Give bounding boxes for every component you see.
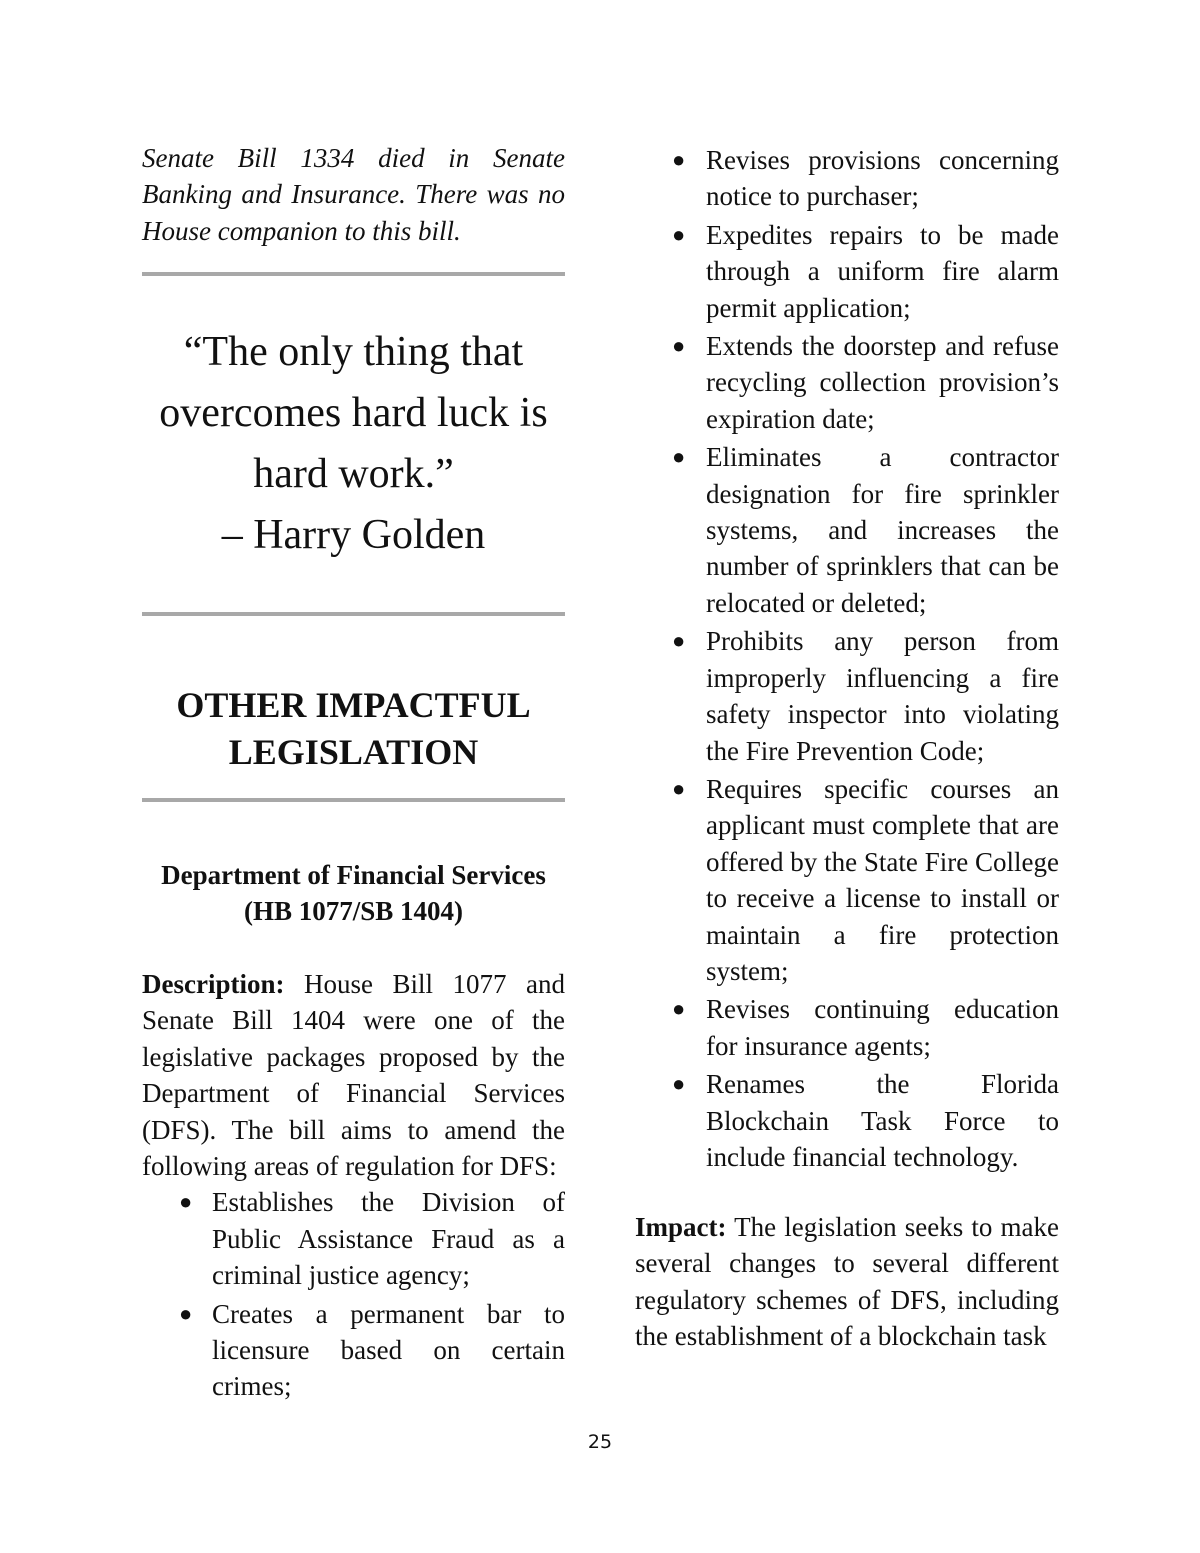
description-label: Description:	[142, 969, 285, 999]
bullet-icon: ●	[672, 444, 686, 470]
bullet-icon: ●	[179, 1300, 193, 1326]
page-number: 25	[587, 1431, 613, 1453]
list-item	[635, 771, 1059, 989]
quote-line-3: hard work.”	[253, 451, 454, 497]
list-item	[635, 217, 1059, 326]
bullet-icon: ●	[672, 221, 686, 247]
section-heading-line-1: OTHER IMPACTFUL	[176, 685, 531, 725]
intro-note: Senate Bill 1334 died in Senate Banking and Insurance. There was no House companion to this bill.	[142, 143, 565, 246]
bullet-icon: ●	[179, 1189, 193, 1215]
left-column	[142, 140, 565, 249]
bullet-icon: ●	[672, 628, 686, 654]
list-item	[635, 991, 1059, 1064]
pull-quote	[142, 322, 565, 566]
divider-1	[142, 272, 565, 276]
left-bullet-list	[142, 1184, 565, 1404]
quote-line-1: “The only thing that	[183, 329, 524, 375]
list-item-text: Renames the Florida Blockchain Task Force to include financial technology.	[706, 1069, 1059, 1172]
list-item	[635, 1066, 1059, 1175]
description-text: House Bill 1077 and Senate Bill 1404 were one of the legislative packages proposed by the Department of Financial Services (DFS). The bill aims to amend the following areas of regulation for DFS:	[142, 969, 565, 1182]
list-item-text: Extends the doorstep and refuse recycling collection provision’s expiration date;	[706, 331, 1059, 434]
list-item-text: Creates a permanent bar to licensure based on certain crimes;	[212, 1298, 565, 1402]
bullet-icon: ●	[672, 775, 686, 801]
right-bullet-list	[635, 142, 1059, 1175]
list-item-text: Requires specific courses an applicant must complete that are offered by the State Fire College to receive a license to install or maintain a fire protection system;	[706, 773, 1059, 986]
impact-text: The legislation seeks to make several changes to several different regulatory schemes of DFS, including the establishment of a blockchain task	[635, 1212, 1059, 1352]
impact-block	[635, 1209, 1059, 1355]
bullet-icon: ●	[672, 996, 686, 1022]
bullet-icon: ●	[672, 1071, 686, 1097]
bullet-icon: ●	[672, 147, 686, 172]
bullet-icon: ●	[672, 333, 686, 359]
divider-3	[142, 798, 565, 802]
list-item	[142, 1296, 565, 1405]
quote-attribution: – Harry Golden	[221, 512, 486, 558]
list-item-text: Expedites repairs to be made through a uniform fire alarm permit application;	[706, 219, 1059, 323]
description-block	[142, 966, 565, 1407]
list-item	[142, 1184, 565, 1293]
description-paragraph	[142, 966, 565, 1184]
list-item	[635, 623, 1059, 769]
list-item	[635, 439, 1059, 621]
list-item-text: Establishes the Division of Public Assistance Fraud as a criminal justice agency;	[212, 1187, 565, 1291]
section-heading-line-2: LEGISLATION	[228, 732, 479, 772]
sub-heading-line-2: (HB 1077/SB 1404)	[243, 896, 464, 927]
divider-2	[142, 612, 565, 616]
sub-heading-line-1: Department of Financial Services	[161, 860, 546, 890]
list-item	[635, 328, 1059, 437]
section-heading	[142, 682, 565, 776]
sub-heading	[142, 857, 565, 930]
list-item-text: Prohibits any person from improperly influencing a fire safety inspector into violating the Fire Prevention Code;	[706, 626, 1059, 766]
list-item	[635, 142, 1059, 215]
quote-line-2: overcomes hard luck is	[159, 390, 548, 436]
impact-paragraph	[635, 1209, 1059, 1355]
impact-label: Impact:	[635, 1212, 727, 1242]
right-column	[635, 142, 1059, 1177]
list-item-text: Revises provisions concerning notice to purchaser;	[706, 145, 1059, 212]
list-item-text: Eliminates a contractor designation for fire sprinkler systems, and increases the number of sprinklers that can be relocated or deleted;	[706, 442, 1059, 618]
list-item-text: Revises continuing education for insurance agents;	[706, 994, 1059, 1061]
